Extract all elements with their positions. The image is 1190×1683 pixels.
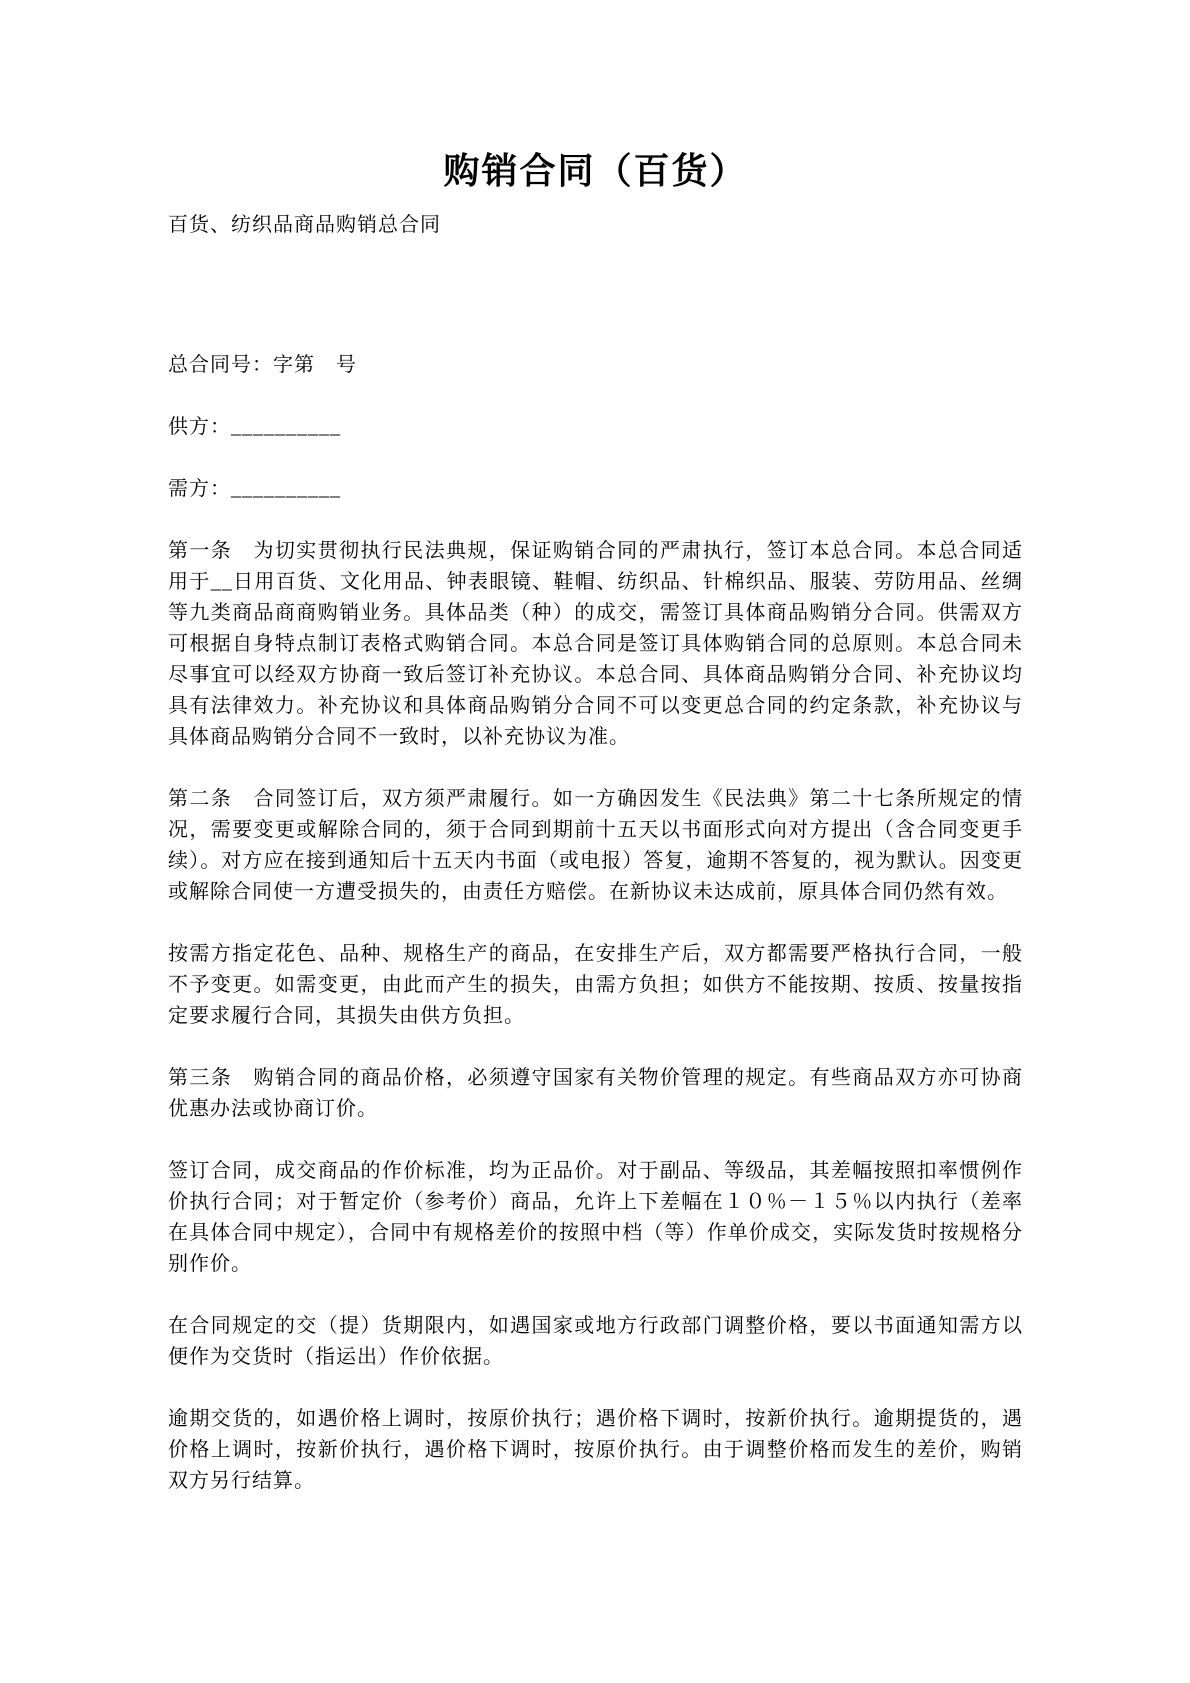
price-adjustment-paragraph: 在合同规定的交（提）货期限内，如遇国家或地方行政部门调整价格，要以书面通知需方以便作为交货时（指运出）作价依据。 [168,1315,1023,1368]
document-title: 购销合同（百货） [443,151,748,191]
contract-number-line [168,350,1023,381]
overdue-delivery-paragraph: 逾期交货的，如遇价格上调时，按原价执行；遇价格下调时，按新价执行。逾期提货的，遇价格上调时，按新价执行，遇价格下调时，按原价执行。由于调整价格而发生的差价，购销双方另行结算。 [168,1408,1023,1492]
clause-2-paragraph: 第二条 合同签订后，双方须严肃履行。如一方确因发生《民法典》第二十七条所规定的情况，需要变更或解除合同的，须于合同到期前十五天以书面形式向对方提出（含合同变更手续）。对方应在接到通知后十五天内书面（或电报）答复，逾期不答复的，视为默认。因变更或解除合同使一方遭受损失的，由责任方赔偿。在新协议未达成前，原具体合同仍然有效。 [168,788,1023,903]
buyer-line [168,474,1023,505]
contract-number-label: 总合同号： [168,354,273,376]
contract-number-value: 字第 号 [273,354,357,376]
document-subtitle: 百货、纺织品商品购销总合同 [168,214,441,236]
buyer-blank-field: __________ [231,478,341,500]
supplier-blank-field: __________ [231,416,341,438]
buyer-label: 需方： [168,478,231,500]
pricing-standard-paragraph: 签订合同，成交商品的作价标准，均为正品价。对于副品、等级品，其差幅按照扣率惯例作价执行合同；对于暂定价（参考价）商品，允许上下差幅在１０％－１５％以内执行（差率在具体合同中规定），合同中有规格差价的按照中档（等）作单价成交，实际发货时按规格分别作价。 [168,1160,1023,1275]
clause-1-paragraph: 第一条 为切实贯彻执行民法典规，保证购销合同的严肃执行，签订本总合同。本总合同适用于__日用百货、文化用品、钟表眼镜、鞋帽、纺织品、针棉织品、服装、劳防用品、丝绸等九类商品商商购销业务。具体品类（种）的成交，需签订具体商品购销分合同。供需双方可根据自身特点制订表格式购销合同。本总合同是签订具体购销合同的总原则。本总合同未尽事宜可以经双方协商一致后签订补充协议。本总合同、具体商品购销分合同、补充协议均具有法律效力。补充协议和具体商品购销分合同不可以变更总合同的约定条款，补充协议与具体商品购销分合同不一致时，以补充协议为准。 [168,540,1023,748]
clause-2-supplement-paragraph: 按需方指定花色、品种、规格生产的商品，在安排生产后，双方都需要严格执行合同，一般不予变更。如需变更，由此而产生的损失，由需方负担；如供方不能按期、按质、按量按指定要求履行合同，其损失由供方负担。 [168,943,1023,1027]
supplier-label: 供方： [168,416,231,438]
clause-3-paragraph: 第三条 购销合同的商品价格，必须遵守国家有关物价管理的规定。有些商品双方亦可协商优惠办法或协商订价。 [168,1067,1023,1120]
supplier-line [168,412,1023,443]
